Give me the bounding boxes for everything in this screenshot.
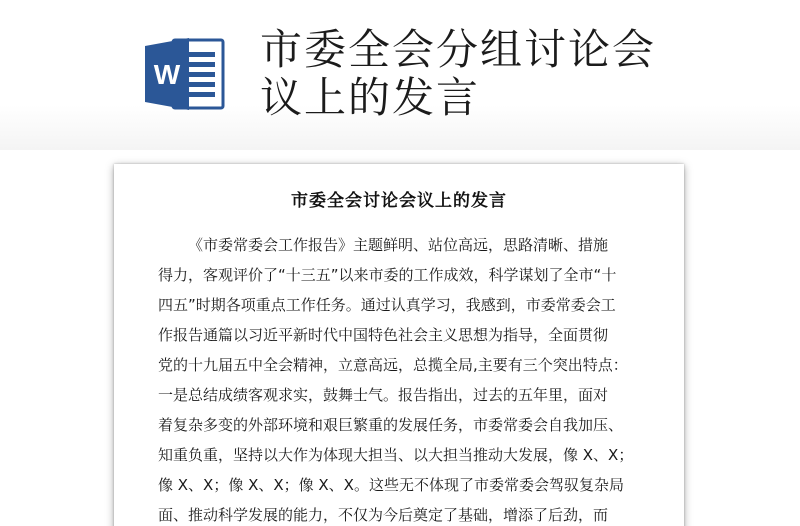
document-line: 一是总结成绩客观求实，鼓舞士气。报告指出，过去的五年里，面对 [158,386,609,404]
word-document-icon [143,34,231,114]
page-title-line-1: 市委全会分组讨论会 [260,25,657,74]
document-line: 像 X、X；像 X、X；像 X、X。这些无不体现了市委常委会驾驭复杂局 [158,476,624,494]
document-line: 四五”时期各项重点工作任务。通过认真学习，我感到，市委常委会工 [158,296,616,314]
document-line: 知重负重，坚持以大作为体现大担当、以大担当推动大发展，像 X、X； [158,446,634,464]
document-title: 市委全会讨论会议上的发言 [291,191,507,211]
document-line: 着复杂多变的外部环境和艰巨繁重的发展任务，市委常委会自我加压、 [158,416,624,434]
document-line: 面、推动科学发展的能力，不仅为今后奠定了基础，增添了后劲，而 [158,506,609,524]
word-letter: W [153,59,181,90]
document-line: 《市委常委会工作报告》主题鲜明、站位高远，思路清晰、措施 [188,236,609,254]
document-line: 作报告通篇以习近平新时代中国特色社会主义思想为指导，全面贯彻 [158,326,609,344]
page-title-line-2: 议上的发言 [260,73,481,122]
document-line: 得力，客观评价了“十三五”以来市委的工作成效，科学谋划了全市“十 [158,266,617,284]
document-body [158,230,642,526]
document-preview [114,164,684,526]
page-title [260,26,780,122]
document-line: 党的十九届五中全会精神，立意高远，总揽全局,主要有三个突出特点： [158,356,628,374]
